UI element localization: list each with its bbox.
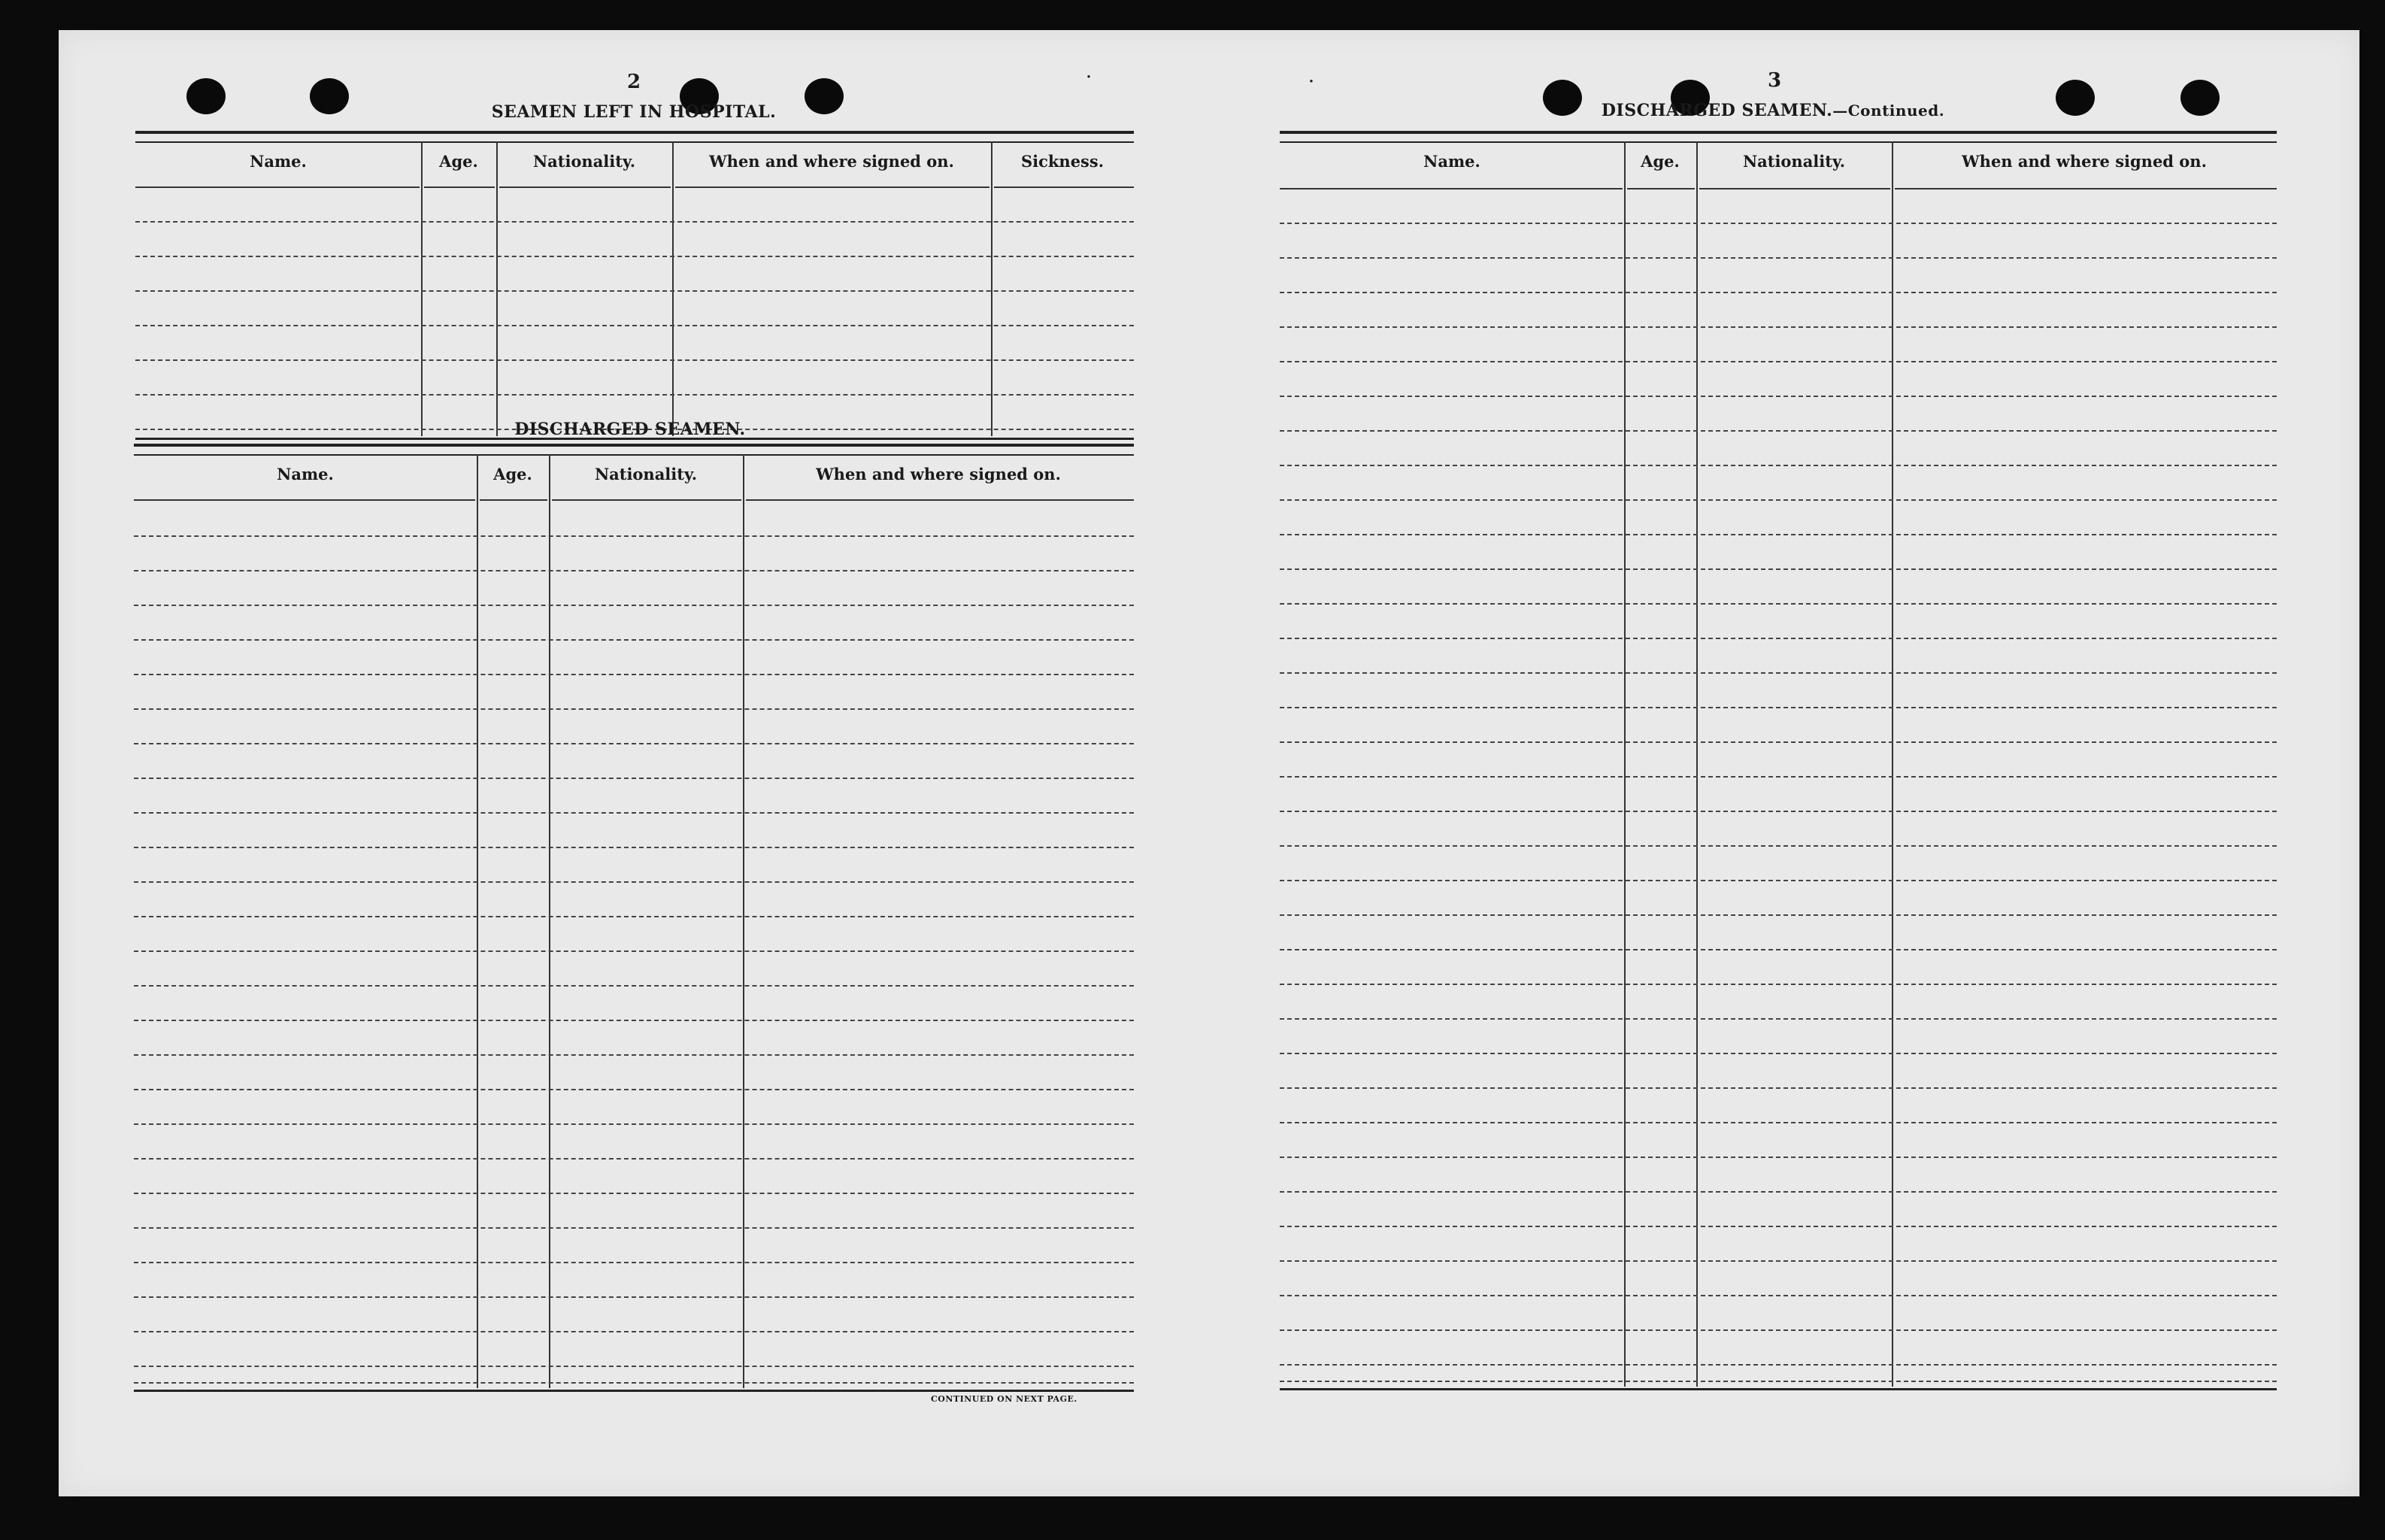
entry-line bbox=[1280, 1226, 2277, 1227]
discharged-continued-title bbox=[1600, 101, 1946, 120]
column-header-name: Name. bbox=[250, 152, 307, 171]
entry-line bbox=[1280, 845, 2277, 847]
column-divider bbox=[477, 454, 478, 1388]
column-header-signed-on: When and where signed on. bbox=[1962, 152, 2207, 171]
hospital-table bbox=[135, 131, 1134, 441]
entry-line bbox=[134, 674, 1134, 675]
punch-hole bbox=[186, 78, 226, 114]
punch-hole bbox=[2180, 80, 2220, 116]
entry-line bbox=[1280, 1329, 2277, 1331]
column-divider bbox=[991, 141, 992, 436]
column-header-name: Name. bbox=[277, 465, 334, 484]
column-divider bbox=[1892, 141, 1893, 1387]
entry-line bbox=[134, 1123, 1134, 1125]
discharged-table-right bbox=[1280, 131, 2277, 1418]
ink-speck: ˙ bbox=[1307, 77, 1316, 99]
title-text: DISCHARGED SEAMEN. bbox=[1601, 101, 1833, 120]
entry-line bbox=[1280, 465, 2277, 466]
entry-line bbox=[1280, 776, 2277, 778]
column-header-name: Name. bbox=[1423, 152, 1480, 171]
entry-line bbox=[134, 881, 1134, 883]
entry-line bbox=[1280, 672, 2277, 674]
column-header-signed-on: When and where signed on. bbox=[816, 465, 1061, 484]
entry-line bbox=[135, 290, 1134, 292]
header-underline bbox=[1895, 188, 2277, 189]
header-underline bbox=[675, 186, 989, 188]
page-number-right: 3 bbox=[1767, 69, 1782, 92]
entry-line bbox=[1280, 1157, 2277, 1158]
title-continued: —Continued. bbox=[1832, 102, 1945, 120]
entry-line bbox=[134, 1020, 1134, 1021]
entry-line bbox=[134, 1158, 1134, 1160]
entry-line bbox=[134, 1366, 1134, 1367]
column-divider bbox=[743, 454, 744, 1388]
punch-hole bbox=[2056, 80, 2095, 116]
column-header-sickness: Sickness. bbox=[1020, 152, 1105, 171]
column-header-age: Age. bbox=[439, 152, 478, 171]
table-bottom-rule bbox=[134, 1390, 1134, 1392]
entry-line bbox=[134, 916, 1134, 917]
header-underline bbox=[746, 499, 1134, 501]
entry-line bbox=[1280, 534, 2277, 535]
entry-line bbox=[1280, 223, 2277, 224]
entry-line bbox=[134, 985, 1134, 987]
entry-line bbox=[134, 847, 1134, 848]
column-divider bbox=[1696, 141, 1698, 1387]
header-underline bbox=[552, 499, 741, 501]
entry-line bbox=[134, 812, 1134, 814]
column-divider bbox=[1624, 141, 1626, 1387]
column-divider bbox=[496, 141, 498, 436]
table-bottom-rule bbox=[1280, 1388, 2277, 1390]
entry-line bbox=[134, 1193, 1134, 1194]
hospital-section-title: SEAMEN LEFT IN HOSPITAL. bbox=[491, 102, 777, 122]
entry-line bbox=[134, 743, 1134, 744]
entry-line bbox=[1280, 741, 2277, 743]
column-header-nationality: Nationality. bbox=[532, 152, 636, 171]
header-underline bbox=[1280, 188, 1623, 189]
entry-line bbox=[1280, 707, 2277, 708]
entry-line bbox=[134, 1331, 1134, 1332]
header-underline bbox=[1699, 188, 1890, 189]
entry-line bbox=[134, 1227, 1134, 1229]
punch-hole bbox=[310, 78, 349, 114]
column-header-nationality: Nationality. bbox=[1742, 152, 1846, 171]
continued-note: CONTINUED ON NEXT PAGE. bbox=[931, 1394, 1077, 1404]
entry-line bbox=[1280, 1122, 2277, 1123]
header-underline bbox=[424, 186, 495, 188]
entry-line bbox=[1280, 880, 2277, 881]
entry-line bbox=[1280, 1053, 2277, 1054]
entry-line bbox=[1280, 1191, 2277, 1193]
entry-line bbox=[134, 1296, 1134, 1298]
header-underline bbox=[480, 499, 547, 501]
column-header-age: Age. bbox=[1641, 152, 1680, 171]
entry-line bbox=[134, 570, 1134, 571]
entry-line bbox=[135, 325, 1134, 326]
entry-line bbox=[1280, 914, 2277, 916]
entry-line bbox=[1280, 1018, 2277, 1020]
entry-line bbox=[1280, 292, 2277, 293]
header-underline bbox=[1627, 188, 1695, 189]
entry-line bbox=[134, 535, 1134, 537]
entry-line bbox=[1280, 638, 2277, 639]
discharged-table-left bbox=[134, 444, 1134, 1418]
entry-line bbox=[135, 394, 1134, 396]
page-number-left: 2 bbox=[626, 71, 641, 93]
column-divider bbox=[549, 454, 550, 1388]
entry-line bbox=[134, 708, 1134, 710]
discharged-section-title: DISCHARGED SEAMEN. bbox=[514, 420, 746, 439]
table-top-rule bbox=[134, 444, 1134, 456]
entry-line bbox=[1280, 603, 2277, 605]
entry-line bbox=[135, 256, 1134, 257]
entry-line bbox=[1280, 1260, 2277, 1262]
entry-line bbox=[134, 639, 1134, 641]
column-divider bbox=[421, 141, 423, 436]
entry-line bbox=[134, 1262, 1134, 1263]
table-top-rule bbox=[135, 131, 1134, 143]
punch-hole bbox=[1543, 80, 1582, 116]
entry-line bbox=[1280, 396, 2277, 397]
entry-line bbox=[134, 950, 1134, 952]
entry-line bbox=[134, 1054, 1134, 1056]
column-divider bbox=[672, 141, 674, 436]
column-header-nationality: Nationality. bbox=[594, 465, 698, 484]
entry-line bbox=[134, 1089, 1134, 1090]
entry-line bbox=[1280, 257, 2277, 259]
document-sheet bbox=[59, 30, 2359, 1496]
entry-line bbox=[1280, 1381, 2277, 1382]
entry-line bbox=[1280, 949, 2277, 950]
ink-speck: ˙ bbox=[1084, 72, 1093, 94]
entry-line bbox=[134, 778, 1134, 779]
entry-line bbox=[1280, 1295, 2277, 1296]
entry-line bbox=[1280, 984, 2277, 985]
entry-line bbox=[1280, 568, 2277, 570]
entry-line bbox=[1280, 1087, 2277, 1089]
table-top-rule bbox=[1280, 131, 2277, 143]
header-underline bbox=[499, 186, 671, 188]
header-underline bbox=[135, 186, 420, 188]
header-underline bbox=[134, 499, 475, 501]
entry-line bbox=[1280, 499, 2277, 501]
column-header-age: Age. bbox=[493, 465, 532, 484]
entry-line bbox=[1280, 430, 2277, 432]
entry-line bbox=[1280, 1364, 2277, 1366]
entry-line bbox=[1280, 361, 2277, 362]
entry-line bbox=[135, 359, 1134, 361]
entry-line bbox=[134, 1382, 1134, 1384]
entry-line bbox=[135, 221, 1134, 223]
entry-line bbox=[1280, 326, 2277, 328]
entry-line bbox=[1280, 811, 2277, 812]
entry-line bbox=[134, 605, 1134, 606]
header-underline bbox=[994, 186, 1134, 188]
column-header-signed-on: When and where signed on. bbox=[709, 152, 954, 171]
